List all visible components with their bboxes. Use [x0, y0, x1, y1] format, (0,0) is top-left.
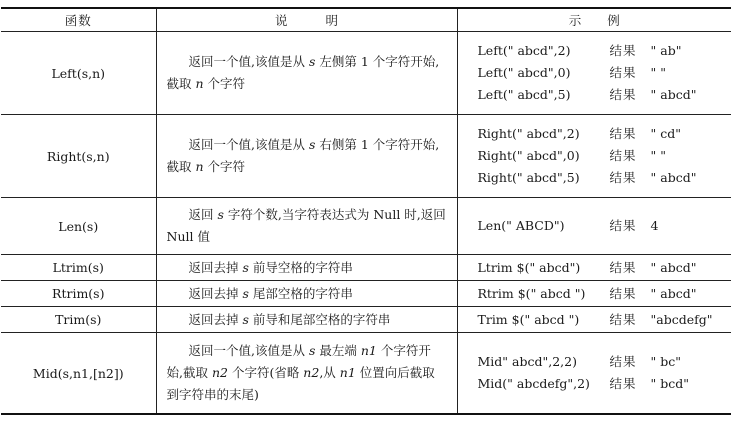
result-label: 结果: [609, 43, 637, 58]
function-examples: [457, 198, 731, 255]
function-examples: [457, 281, 731, 307]
result-value: "abcdefg": [650, 311, 713, 327]
table-row: [1, 198, 731, 255]
result-value: " cd": [650, 126, 681, 141]
table-row: [1, 333, 731, 415]
table-header-row: [1, 8, 731, 32]
result-label: 结果: [609, 218, 637, 233]
function-name: Ltrim(s): [1, 255, 156, 281]
example-result: [610, 373, 690, 395]
function-examples: [457, 255, 731, 281]
desc-text: 前导空格的字符串: [248, 259, 353, 275]
string-functions-table: [1, 7, 731, 415]
example-call: Len(" ABCD"): [477, 218, 565, 233]
example-line: [478, 145, 732, 167]
function-description: [156, 255, 457, 281]
header-example-char-1: 示: [568, 13, 582, 28]
result-value: " ": [650, 148, 666, 163]
desc-text: 左侧第 1 个字符开始,截取: [166, 54, 440, 91]
desc-text: 个字符(省略: [227, 365, 304, 380]
result-label: 结果: [609, 354, 637, 369]
function-description: [156, 198, 457, 255]
function-name: Mid(s,n1,[n2]): [1, 333, 156, 415]
function-description: [156, 32, 457, 115]
example-line: [478, 351, 732, 373]
example-result: [610, 309, 713, 331]
example-call: Right(" abcd",0): [477, 148, 580, 163]
example-result: [610, 215, 659, 237]
function-name: Left(s,n): [1, 32, 156, 115]
result-label: 结果: [609, 285, 637, 301]
example-call: Mid(" abcdefg",2): [477, 376, 590, 391]
function-name: Len(s): [1, 198, 156, 255]
desc-text: 返回去掉: [188, 285, 243, 301]
function-description: [156, 115, 457, 198]
desc-text: 返回一个值,该值是从: [188, 54, 309, 69]
result-value: " abcd": [650, 87, 697, 102]
example-call: Left(" abcd",5): [477, 87, 571, 102]
desc-variable: n1: [339, 365, 356, 380]
result-value: " abcd": [650, 285, 697, 301]
table-row: [1, 307, 731, 333]
desc-text: 字符个数,当字符表达式为 Null 时,返回 Null 值: [166, 207, 446, 244]
result-label: 结果: [609, 170, 637, 185]
result-label: 结果: [609, 376, 637, 391]
table-row: [1, 281, 731, 307]
result-label: 结果: [609, 87, 637, 102]
example-call: Ltrim $(" abcd"): [477, 259, 581, 275]
desc-text: 前导和尾部空格的字符串: [248, 311, 391, 327]
example-line: [478, 309, 732, 331]
result-value: " ": [650, 65, 666, 80]
desc-text: 返回: [188, 207, 218, 222]
result-label: 结果: [609, 259, 637, 275]
example-result: [610, 40, 682, 62]
result-value: 4: [650, 218, 659, 233]
header-example: [457, 8, 731, 32]
example-result: [610, 167, 697, 189]
header-function: 函数: [1, 8, 156, 32]
desc-variable: n: [195, 76, 204, 91]
example-result: [610, 62, 667, 84]
desc-variable: n2: [211, 365, 228, 380]
desc-text: 右侧第 1 个字符开始,截取: [166, 137, 440, 174]
example-line: [478, 215, 732, 237]
example-result: [610, 351, 682, 373]
function-examples: [457, 115, 731, 198]
header-description-char-2: 明: [325, 13, 339, 28]
result-label: 结果: [609, 148, 637, 163]
header-example-char-2: 例: [607, 13, 620, 28]
desc-variable: s: [242, 259, 249, 275]
result-value: " bc": [650, 354, 681, 369]
function-examples: [457, 333, 731, 415]
example-line: [478, 40, 732, 62]
example-result: [610, 257, 697, 279]
example-line: [478, 84, 732, 106]
table-row: [1, 32, 731, 115]
result-value: " abcd": [650, 170, 697, 185]
function-examples: [457, 307, 731, 333]
desc-text: 最左端: [315, 343, 361, 358]
desc-variable: s: [217, 207, 224, 222]
example-line: [478, 167, 732, 189]
example-result: [610, 283, 697, 305]
desc-text: ,从: [319, 365, 340, 380]
example-line: [478, 373, 732, 395]
desc-variable: s: [242, 285, 249, 301]
desc-text: 个字符: [203, 76, 246, 91]
function-name: Rtrim(s): [1, 281, 156, 307]
header-description-char-1: 说: [274, 13, 288, 28]
desc-text: 尾部空格的字符串: [248, 285, 353, 301]
desc-variable: s: [308, 54, 316, 69]
example-line: [478, 257, 732, 279]
desc-variable: s: [308, 343, 316, 358]
desc-text: 个字符开始,截取: [166, 343, 431, 380]
result-value: " abcd": [650, 259, 697, 275]
function-description: [156, 307, 457, 333]
desc-variable: s: [242, 311, 249, 327]
result-label: 结果: [609, 311, 637, 327]
example-call: Right(" abcd",5): [477, 170, 580, 185]
result-value: " ab": [650, 43, 682, 58]
example-result: [610, 123, 682, 145]
desc-text: 返回去掉: [188, 311, 243, 327]
desc-text: 返回去掉: [188, 259, 243, 275]
desc-text: 个字符: [203, 159, 246, 174]
result-label: 结果: [609, 126, 637, 141]
table-row: [1, 115, 731, 198]
desc-variable: n2: [303, 365, 320, 380]
header-description: [156, 8, 457, 32]
desc-text: 返回一个值,该值是从: [188, 343, 309, 358]
function-name: Right(s,n): [1, 115, 156, 198]
function-description: [156, 281, 457, 307]
function-name: Trim(s): [1, 307, 156, 333]
example-line: [478, 62, 732, 84]
table-row: [1, 255, 731, 281]
function-description: [156, 333, 457, 415]
example-call: Rtrim $(" abcd "): [477, 285, 586, 301]
example-line: [478, 123, 732, 145]
function-examples: [457, 32, 731, 115]
desc-variable: n: [195, 159, 204, 174]
result-value: " bcd": [650, 376, 689, 391]
example-call: Left(" abcd",2): [477, 43, 571, 58]
example-call: Left(" abcd",0): [477, 65, 571, 80]
example-line: [478, 283, 732, 305]
example-result: [610, 145, 667, 167]
desc-text: 返回一个值,该值是从: [188, 137, 309, 152]
example-call: Mid" abcd",2,2): [477, 354, 577, 369]
desc-variable: n1: [360, 343, 377, 358]
example-result: [610, 84, 697, 106]
example-call: Trim $(" abcd "): [477, 311, 580, 327]
result-label: 结果: [609, 65, 637, 80]
desc-variable: s: [308, 137, 316, 152]
example-call: Right(" abcd",2): [477, 126, 580, 141]
desc-text: 位置向后截取到字符串的末尾): [166, 365, 435, 402]
